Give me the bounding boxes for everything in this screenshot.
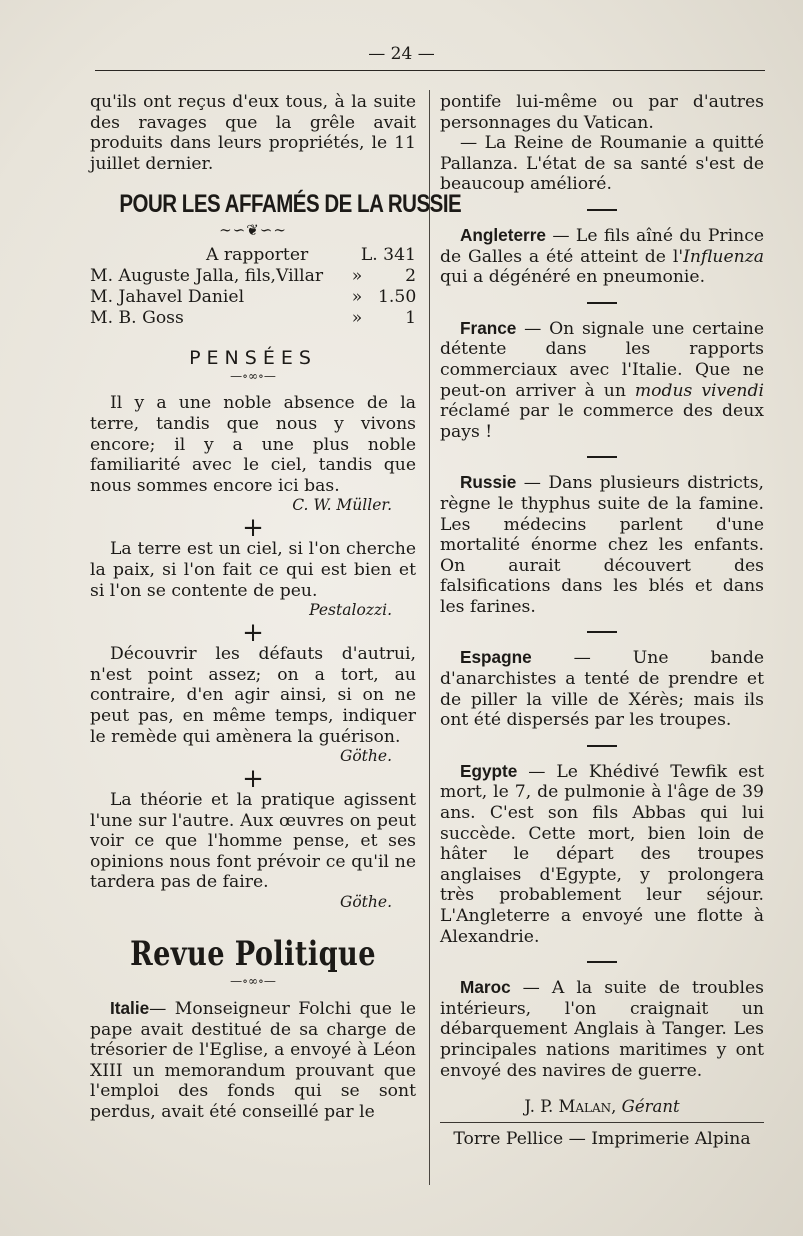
roumanie-paragraph: — La Reine de Roumanie a quitté Pallanza. L'état de sa santé s'est de beaucoup amélioré. bbox=[440, 133, 764, 195]
donation-list bbox=[90, 245, 416, 329]
news-entry bbox=[440, 977, 764, 1081]
ornament-divider: —∘∞∘— bbox=[230, 369, 276, 384]
carry-forward-label: A rapporter bbox=[206, 245, 309, 266]
separator bbox=[587, 302, 617, 304]
country-label: Egypte bbox=[460, 760, 518, 781]
thought-text: La théorie et la pratique agissent l'une sur l'autre. Aux œuvres on peut voir ce que l'homme pense, et ses opinions nous font prévoir ce qu'il ne tardera pas de faire. bbox=[90, 790, 416, 893]
country-label: France bbox=[460, 317, 517, 338]
entry-text: — Une bande d'anarchistes a tenté de prendre et de piller la ville de Xérès; mais ils ont été dispersés par les troupes. bbox=[440, 648, 764, 731]
news-entry bbox=[440, 225, 764, 288]
left-column bbox=[90, 92, 462, 1123]
donor-name: M. Jahavel Daniel bbox=[90, 287, 245, 308]
country-label: Maroc bbox=[460, 977, 511, 998]
revue-heading: Revue Politique bbox=[130, 934, 376, 975]
carry-forward-amount: L. 341 bbox=[360, 245, 416, 266]
donation-row bbox=[90, 308, 416, 329]
country-label: Italie bbox=[110, 998, 150, 1019]
separator bbox=[587, 209, 617, 211]
header-rule bbox=[95, 70, 765, 71]
entry-text: — Le fils aîné du Prince de Galles a été atteint de l' bbox=[440, 225, 764, 267]
separator bbox=[587, 456, 617, 458]
donation-amount: 1 bbox=[405, 308, 416, 329]
news-entry bbox=[440, 647, 764, 730]
signature-role: Gérant bbox=[621, 1097, 680, 1117]
news-entry bbox=[440, 761, 764, 947]
italie-paragraph bbox=[90, 998, 416, 1123]
ditto-sign: » bbox=[351, 308, 363, 329]
cross-divider: + bbox=[242, 513, 264, 544]
entry-text: réclamé par le commerce des deux pays ! bbox=[440, 401, 764, 442]
entry-text: — Le Khédivé Tewfik est mort, le 7, de pulmonie à l'âge de 39 ans. C'est son fils Abbas qui lui succède. Cette mort, bien loin de hâter le départ des troupes anglaises d'Egypte, y prolongera très probablement leur séjour. L'Angleterre a envoyé une flotte à Alexandrie. bbox=[440, 761, 764, 947]
entry-text: — Dans plusieurs districts, règne le thyphus suite de la famine. Les médecins parlent d'une mortalité énorme chez les enfants. On aurait découvert des falsifications dans les blés et dans les farines. bbox=[440, 473, 764, 617]
entry-text: — On signale une certaine détente dans les rapports commerciaux avec l'Italie. Que ne peut-on arriver à un bbox=[440, 318, 764, 401]
entry-text: — A la suite de troubles intérieurs, l'on craignait un débarquement Anglais à Tanger. Les principales nations maritimes y ont envoyé des navires de guerre. bbox=[440, 978, 764, 1081]
ornament-divider: —∘∞∘— bbox=[230, 974, 276, 989]
thought-author: Pestalozzi. bbox=[309, 601, 392, 620]
ornament-divider: ∼∽❦∽∼ bbox=[219, 221, 287, 240]
right-column bbox=[440, 92, 764, 1149]
separator bbox=[587, 745, 617, 747]
thought-author: Göthe. bbox=[339, 893, 392, 912]
thought-author: Göthe. bbox=[339, 747, 392, 766]
separator bbox=[587, 961, 617, 963]
opening-paragraph: qu'ils ont reçus d'eux tous, à la suite des ravages que la grêle avait produits dans leurs propriétés, le 11 juillet dernier. bbox=[90, 92, 416, 174]
thought-text: La terre est un ciel, si l'on cherche la paix, si l'on fait ce qui est bien et si l'on se contente de peu. bbox=[90, 539, 416, 601]
donation-amount: 2 bbox=[405, 266, 416, 287]
cross-divider: + bbox=[242, 764, 264, 795]
signature bbox=[440, 1097, 764, 1116]
thought-text: Il y a une noble absence de la terre, tandis que nous y vivons encore; il y a une plus noble familiarité avec le ciel, tandis que nous sommes encore ici bas. bbox=[90, 393, 416, 496]
page-number: — 24 — bbox=[368, 44, 435, 64]
entry-italic: modus vivendi bbox=[634, 380, 764, 401]
famine-heading: POUR LES AFFAMÉS DE LA RUSSIE bbox=[119, 190, 462, 219]
entry-text: qui a dégénéré en pneumonie. bbox=[440, 267, 706, 288]
donation-row bbox=[90, 266, 416, 287]
donation-amount: 1.50 bbox=[378, 287, 417, 308]
news-entry bbox=[440, 472, 764, 617]
donation-row bbox=[90, 287, 416, 308]
column-divider bbox=[429, 90, 430, 1185]
country-label: Espagne bbox=[460, 647, 532, 668]
news-entry bbox=[440, 318, 764, 443]
imprint-rule bbox=[440, 1122, 764, 1123]
country-label: Angleterre bbox=[460, 224, 546, 245]
thought-author: C. W. Müller. bbox=[292, 496, 392, 515]
donor-name: M. Auguste Jalla, fils,Villar bbox=[90, 266, 324, 287]
entry-italic: Influenza bbox=[683, 246, 764, 267]
donor-name: M. B. Goss bbox=[90, 308, 184, 329]
separator bbox=[587, 631, 617, 633]
italie-text: — Monseigneur Folchi que le pape avait destitué de sa charge de trésorier de l'Eglise, a envoyé à Léon XIII un memorandum prouvant que l'emploi des fonds qui se sont perdus, avait été conseillé par le bbox=[90, 999, 416, 1123]
imprint: Torre Pellice — Imprimerie Alpina bbox=[453, 1129, 751, 1150]
ditto-sign: » bbox=[351, 266, 363, 287]
ditto-sign: » bbox=[351, 287, 363, 308]
country-label: Russie bbox=[460, 472, 517, 493]
cross-divider: + bbox=[242, 618, 264, 649]
thought-text: Découvrir les défauts d'autrui, n'est point assez; on a tort, au contraire, d'en agir ainsi, si on ne peut pas, en même temps, indiquer le remède qui amènera la guérison. bbox=[90, 644, 416, 747]
pensees-heading: PENSÉES bbox=[189, 347, 317, 370]
signature-name: J. P. Malan, bbox=[524, 1097, 617, 1117]
continuation-paragraph: pontife lui-même ou par d'autres personnages du Vatican. bbox=[440, 92, 764, 133]
